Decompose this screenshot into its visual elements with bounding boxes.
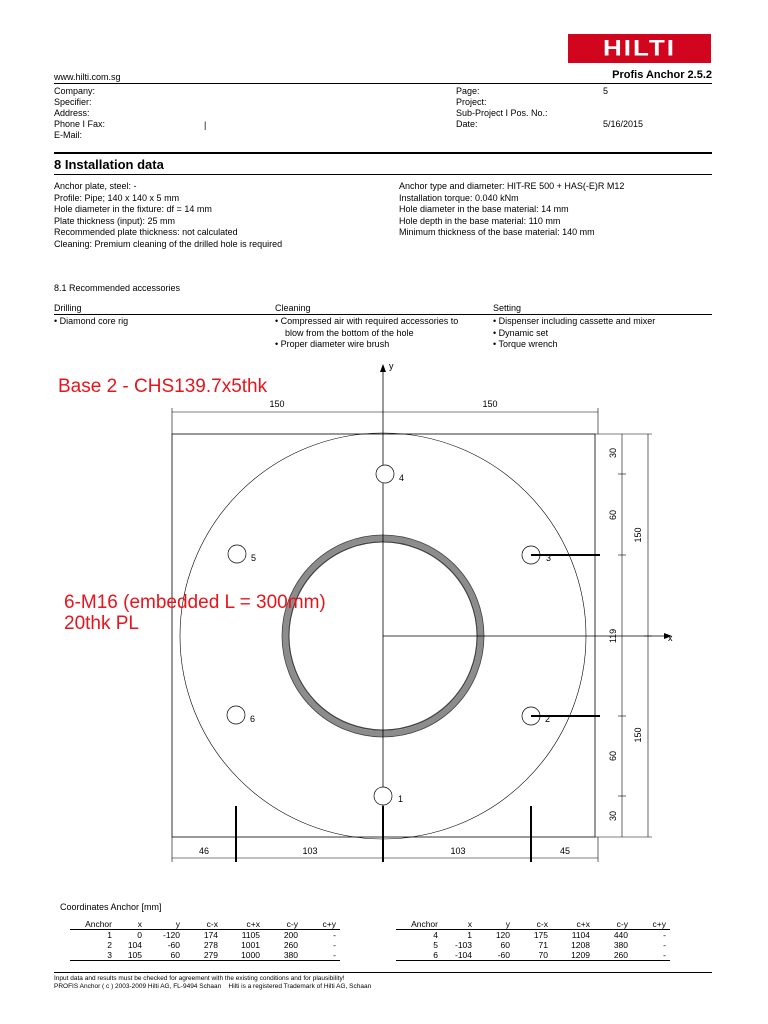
annotation-anchor: 6-M16 (embedded L = 300mm) [64, 592, 326, 613]
cell: 4 [433, 930, 438, 940]
anchor-label-2: 2 [545, 714, 551, 724]
table-row [396, 940, 670, 950]
anchor-label-4: 4 [399, 473, 405, 483]
anchor-hole-5 [228, 545, 246, 563]
cell: 174 [203, 930, 218, 940]
cell: 120 [495, 930, 510, 940]
anchor-label-3: 3 [546, 553, 552, 563]
install-left-line: Profile: Pipe; 140 x 140 x 5 mm [54, 192, 180, 203]
coords-table-right [396, 919, 670, 961]
install-right-line: Hole depth in the base material: 110 mm [399, 215, 561, 226]
cell: - [333, 940, 336, 950]
cell: 71 [538, 940, 548, 950]
table-row [70, 940, 340, 950]
table-row [396, 950, 670, 961]
cell: 1001 [241, 940, 260, 950]
cell: 60 [500, 940, 510, 950]
col-x: x [116, 919, 146, 930]
cell: -103 [454, 940, 472, 950]
list-item: • Dispenser including cassette and mixer [493, 316, 656, 326]
footer-line-1: Input data and results must be checked for agreement with the existing conditions and for plausibility! [54, 975, 345, 982]
col-cpy: c+y [632, 919, 670, 930]
cell: - [302, 950, 340, 961]
table-header-row [396, 919, 670, 930]
cell: 5 [433, 940, 438, 950]
y-axis-label: y [389, 361, 394, 371]
cell: 260 [283, 940, 298, 950]
cell: 1105 [241, 930, 260, 940]
base-plate-outline [172, 434, 595, 837]
dim-bottom-2: 103 [302, 846, 318, 856]
anchor-label-1: 1 [398, 794, 404, 804]
cell: 260 [594, 950, 632, 961]
project-label: Project: [456, 97, 487, 107]
anchor-hole-1 [374, 787, 392, 805]
cell: 440 [613, 930, 628, 940]
cell: 1104 [571, 930, 590, 940]
phone-label: Phone I Fax: [54, 119, 106, 129]
address-label: Address: [54, 108, 90, 118]
cell: - [333, 930, 336, 940]
col-anchor: Anchor [70, 919, 116, 930]
cell: 0 [137, 930, 142, 940]
cell: 380 [264, 950, 302, 961]
cell: 70 [514, 950, 552, 961]
date-label: Date: [456, 119, 478, 129]
list-item: • Compressed air with required accessories to blow from the bottom of the hole [275, 316, 459, 338]
annotation-plate: 20thk PL [64, 613, 139, 634]
setting-header: Setting [493, 303, 522, 313]
anchor-label-6: 6 [250, 714, 256, 724]
list-item: • Dynamic set [493, 327, 549, 338]
dim-right-4: 119 [608, 628, 618, 644]
table-row [70, 950, 340, 961]
col-cmy: c-y [264, 919, 302, 930]
footer-line-2: PROFIS Anchor ( c ) 2003-2009 Hilti AG, FL-9494 Schaan Hilti is a registered Trademark of Hilti AG, Schaan [54, 983, 372, 990]
list-item: • Proper diameter wire brush [275, 339, 390, 349]
subproject-label: Sub-Project I Pos. No.: [456, 108, 548, 118]
list-item: • Diamond core rig [54, 316, 129, 326]
cell: 1 [107, 930, 112, 940]
dim-right-2: 60 [608, 509, 618, 521]
anchor-label-5: 5 [251, 553, 257, 563]
date-value: 5/16/2015 [603, 119, 644, 129]
install-right-line: Hole diameter in the base material: 14 mm [399, 204, 569, 214]
cell: 104 [127, 940, 142, 950]
dim-top-right: 150 [482, 399, 498, 409]
list-item: • Torque wrench [493, 339, 558, 349]
phone-separator: | [204, 120, 207, 130]
install-left-line: Cleaning: Premium cleaning of the drilled hole is required [54, 238, 283, 249]
install-left-line: Hole diameter in the fixture: df = 14 mm [54, 204, 212, 214]
col-cpx: c+x [222, 919, 264, 930]
cell: 105 [116, 950, 146, 961]
dim-bottom-3: 103 [450, 846, 466, 856]
cell: 380 [613, 940, 628, 950]
cell: 1000 [222, 950, 264, 961]
cell: 279 [184, 950, 222, 961]
col-cmx: c-x [184, 919, 222, 930]
cell: - [632, 950, 670, 961]
coords-title: Coordinates Anchor [mm] [60, 902, 162, 912]
install-right-line: Anchor type and diameter: HIT-RE 500 + HAS(-E)R M12 [399, 181, 625, 191]
dim-top-left: 150 [269, 399, 285, 409]
install-right-line: Installation torque: 0.040 kNm [399, 192, 519, 203]
anchor-hole-4 [376, 465, 394, 483]
cell: 60 [146, 950, 184, 961]
cell: -120 [162, 930, 180, 940]
coords-table-left [70, 919, 340, 961]
install-right-line: Minimum thickness of the base material: 140 mm [399, 227, 595, 237]
install-left-line: Recommended plate thickness: not calculated [54, 227, 238, 237]
col-y: y [146, 919, 184, 930]
table-header-row [70, 919, 340, 930]
dim-right-1: 30 [608, 447, 618, 459]
x-axis-label: x [668, 633, 673, 643]
install-left-line: Anchor plate, steel: - [54, 181, 137, 191]
cell: - [663, 940, 666, 950]
drilling-header: Drilling [54, 303, 82, 313]
anchor-hole-6 [227, 706, 245, 724]
dim-right-5: 150 [633, 727, 643, 743]
col-cmy: c-y [594, 919, 632, 930]
dim-bottom-4: 45 [559, 846, 571, 856]
col-anchor: Anchor [396, 919, 442, 930]
website-text: www.hilti.com.sg [54, 72, 121, 82]
cell: 1 [467, 930, 472, 940]
cell: -104 [442, 950, 476, 961]
col-x: x [442, 919, 476, 930]
logo-text: HILTI [602, 35, 677, 61]
install-left-line: Plate thickness (input): 25 mm [54, 215, 176, 226]
cell: 1208 [571, 940, 590, 950]
y-axis-arrow [380, 364, 386, 372]
annotation-base: Base 2 - CHS139.7x5thk [58, 376, 268, 397]
page-value: 5 [603, 86, 609, 96]
table-row [70, 930, 340, 941]
cleaning-header: Cleaning [275, 303, 311, 313]
footer-divider [54, 972, 712, 973]
cell: 1209 [552, 950, 594, 961]
dim-right-7: 30 [608, 810, 618, 822]
page-label: Page: [456, 86, 480, 96]
specifier-label: Specifier: [54, 97, 92, 107]
cell: -60 [167, 940, 180, 950]
dim-right-6: 60 [608, 750, 618, 762]
accessories-title: 8.1 Recommended accessories [54, 283, 181, 293]
dim-right-3: 150 [633, 527, 643, 543]
cell: 175 [533, 930, 548, 940]
cell: 3 [70, 950, 116, 961]
cell: 6 [396, 950, 442, 961]
product-name: Profis Anchor 2.5.2 [612, 69, 712, 81]
email-label: E-Mail: [54, 130, 83, 140]
company-label: Company: [54, 86, 96, 96]
cell: 278 [203, 940, 218, 950]
col-cmx: c-x [514, 919, 552, 930]
cell: - [663, 930, 666, 940]
col-cpy: c+y [302, 919, 340, 930]
cell: 2 [107, 940, 112, 950]
table-row [396, 930, 670, 941]
cell: -60 [476, 950, 514, 961]
dim-bottom-1: 46 [198, 846, 210, 856]
section-title: 8 Installation data [54, 157, 164, 172]
cell: 200 [283, 930, 298, 940]
col-y: y [476, 919, 514, 930]
col-cpx: c+x [552, 919, 594, 930]
